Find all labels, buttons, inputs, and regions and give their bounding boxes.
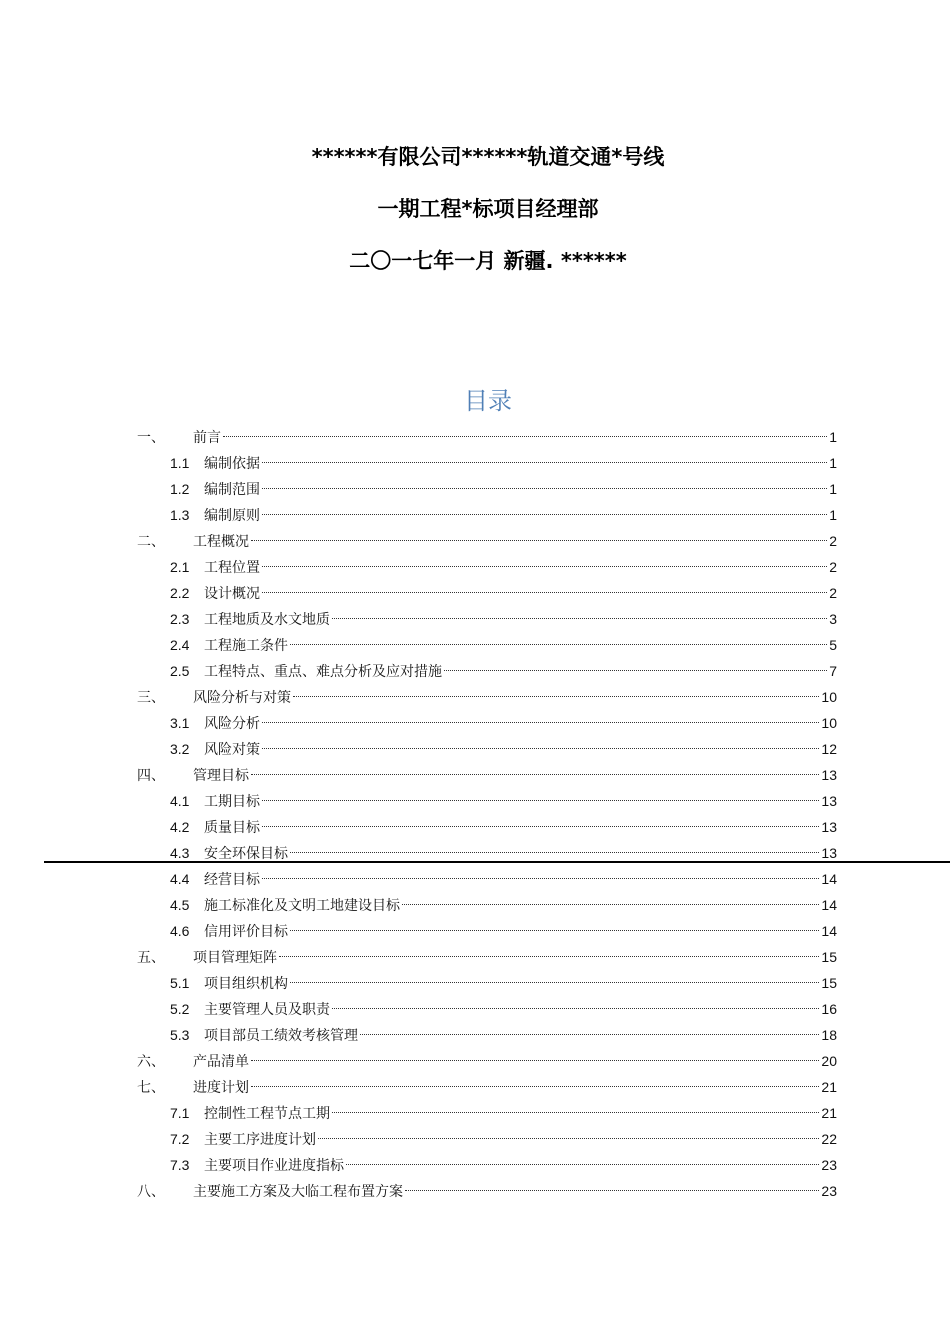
toc-entry-number: 4.6 (170, 923, 190, 939)
toc-entry-number: 2.5 (170, 663, 190, 679)
toc-entry-page: 15 (821, 949, 837, 965)
toc-entry[interactable] (137, 970, 837, 996)
toc-entry-label: 信用评价目标 (204, 924, 288, 940)
toc-entry[interactable] (137, 1022, 837, 1048)
toc-entry-label: 质量目标 (204, 820, 260, 836)
toc-entry-page: 1 (829, 455, 837, 471)
toc-dot-leader (251, 1086, 819, 1087)
toc-entry[interactable] (137, 892, 837, 918)
toc-entry-label: 产品清单 (193, 1054, 249, 1070)
toc-entry-number: 2.4 (170, 637, 190, 653)
toc-entry-label: 进度计划 (193, 1080, 249, 1096)
toc-entry-label: 风险对策 (204, 742, 260, 758)
toc-dot-leader (290, 930, 819, 931)
toc-entry-number: 4.3 (170, 845, 190, 861)
toc-entry-number: 4.1 (170, 793, 190, 809)
toc-entry[interactable] (137, 502, 837, 528)
toc-dot-leader (332, 618, 827, 619)
toc-dot-leader (251, 540, 827, 541)
toc-entry-number: 4.2 (170, 819, 190, 835)
toc-entry-number: 3.1 (170, 715, 190, 731)
toc-entry-label: 项目部员工绩效考核管理 (204, 1028, 358, 1044)
toc-dot-leader (405, 1190, 819, 1191)
toc-entry-label: 工程地质及水文地质 (204, 612, 330, 628)
toc-entry-number: 三、 (137, 690, 165, 706)
toc-entry-page: 21 (821, 1105, 837, 1121)
toc-entry-page: 13 (821, 845, 837, 861)
toc-entry[interactable] (137, 866, 837, 892)
toc-entry[interactable] (137, 1048, 837, 1074)
toc-dot-leader (346, 1164, 819, 1165)
toc-entry[interactable] (137, 684, 837, 710)
toc-dot-leader (332, 1112, 819, 1113)
toc-entry-page: 2 (829, 559, 837, 575)
toc-entry-label: 控制性工程节点工期 (204, 1106, 330, 1122)
toc-entry[interactable] (137, 658, 837, 684)
toc-entry[interactable] (137, 918, 837, 944)
toc-entry-label: 工程特点、重点、难点分析及应对措施 (204, 664, 442, 680)
toc-entry-number: 7.3 (170, 1157, 190, 1173)
toc-entry-label: 工程概况 (193, 534, 249, 550)
toc-entry-label: 设计概况 (204, 586, 260, 602)
toc-dot-leader (251, 1060, 819, 1061)
toc-heading: 目录 (464, 387, 512, 415)
toc-entry-label: 工程施工条件 (204, 638, 288, 654)
toc-entry-page: 23 (821, 1157, 837, 1173)
toc-entry-number: 五、 (137, 950, 165, 966)
toc-entry-page: 1 (829, 429, 837, 445)
toc-entry-number: 7.2 (170, 1131, 190, 1147)
toc-entry-page: 7 (829, 663, 837, 679)
toc-entry-page: 14 (821, 923, 837, 939)
toc-dot-leader (262, 488, 827, 489)
toc-entry-page: 15 (821, 975, 837, 991)
toc-entry-page: 2 (829, 533, 837, 549)
toc-entry-label: 主要项目作业进度指标 (204, 1158, 344, 1174)
toc-entry[interactable] (137, 580, 837, 606)
toc-entry-number: 一、 (137, 430, 165, 446)
toc-dot-leader (262, 566, 827, 567)
toc-entry[interactable] (137, 528, 837, 554)
toc-entry-page: 22 (821, 1131, 837, 1147)
toc-entry-page: 2 (829, 585, 837, 601)
toc-dot-leader (444, 670, 827, 671)
toc-entry-label: 主要工序进度计划 (204, 1132, 316, 1148)
toc-dot-leader (262, 462, 827, 463)
toc-entry-label: 经营目标 (204, 872, 260, 888)
toc-entry-label: 施工标准化及文明工地建设目标 (204, 898, 400, 914)
toc-entry-page: 13 (821, 767, 837, 783)
toc-entry[interactable] (137, 424, 837, 450)
cover-title-line-2: 一期工程*标项目经理部 (377, 197, 599, 221)
toc-entry-number: 2.3 (170, 611, 190, 627)
toc-entry-number: 七、 (137, 1080, 165, 1096)
toc-entry-label: 风险分析与对策 (193, 690, 291, 706)
toc-entry-label: 编制依据 (204, 456, 260, 472)
toc-entry-number: 4.5 (170, 897, 190, 913)
toc-entry-page: 13 (821, 819, 837, 835)
toc-entry[interactable] (137, 944, 837, 970)
toc-dot-leader (262, 800, 819, 801)
toc-entry-number: 5.2 (170, 1001, 190, 1017)
toc-dot-leader (262, 722, 819, 723)
toc-entry-page: 5 (829, 637, 837, 653)
toc-entry-number: 4.4 (170, 871, 190, 887)
toc-entry-number: 四、 (137, 768, 165, 784)
toc-dot-leader (402, 904, 819, 905)
toc-entry[interactable] (137, 1178, 837, 1204)
table-of-contents (137, 424, 837, 1204)
toc-entry-number: 7.1 (170, 1105, 190, 1121)
toc-entry-number: 1.3 (170, 507, 190, 523)
toc-entry[interactable] (137, 450, 837, 476)
toc-dot-leader (290, 982, 819, 983)
toc-entry[interactable] (137, 606, 837, 632)
toc-entry[interactable] (137, 554, 837, 580)
toc-dot-leader (290, 644, 827, 645)
toc-entry-label: 编制范围 (204, 482, 260, 498)
toc-entry-label: 主要管理人员及职责 (204, 1002, 330, 1018)
toc-entry[interactable] (137, 1100, 837, 1126)
toc-dot-leader (262, 514, 827, 515)
toc-entry-number: 1.2 (170, 481, 190, 497)
toc-dot-leader (360, 1034, 819, 1035)
toc-entry-label: 前言 (193, 430, 221, 446)
toc-entry-label: 安全环保目标 (204, 846, 288, 862)
toc-entry[interactable] (137, 996, 837, 1022)
toc-dot-leader (262, 748, 819, 749)
toc-dot-leader (262, 592, 827, 593)
toc-entry-page: 1 (829, 481, 837, 497)
toc-entry-label: 项目管理矩阵 (193, 950, 277, 966)
toc-entry-label: 风险分析 (204, 716, 260, 732)
toc-entry[interactable] (137, 736, 837, 762)
toc-entry-page: 23 (821, 1183, 837, 1199)
toc-entry[interactable] (137, 710, 837, 736)
toc-entry[interactable] (137, 1126, 837, 1152)
toc-entry-page: 3 (829, 611, 837, 627)
toc-entry-page: 1 (829, 507, 837, 523)
toc-entry-number: 二、 (137, 534, 165, 550)
toc-dot-leader (262, 826, 819, 827)
toc-entry-number: 5.1 (170, 975, 190, 991)
toc-entry[interactable] (137, 632, 837, 658)
toc-entry-label: 主要施工方案及大临工程布置方案 (193, 1184, 403, 1200)
toc-entry-number: 八、 (137, 1184, 165, 1200)
toc-entry-label: 编制原则 (204, 508, 260, 524)
toc-dot-leader (251, 774, 819, 775)
toc-entry-number: 1.1 (170, 455, 190, 471)
toc-dot-leader (223, 436, 827, 437)
toc-entry-page: 10 (821, 689, 837, 705)
toc-entry-page: 20 (821, 1053, 837, 1069)
toc-entry-page: 14 (821, 871, 837, 887)
toc-dot-leader (318, 1138, 819, 1139)
toc-entry-page: 21 (821, 1079, 837, 1095)
toc-entry[interactable] (137, 1074, 837, 1100)
toc-entry-page: 12 (821, 741, 837, 757)
toc-entry[interactable] (137, 1152, 837, 1178)
toc-entry-number: 3.2 (170, 741, 190, 757)
toc-entry-label: 工期目标 (204, 794, 260, 810)
toc-entry-number: 5.3 (170, 1027, 190, 1043)
toc-dot-leader (332, 1008, 819, 1009)
toc-entry[interactable] (137, 762, 837, 788)
toc-entry-number: 六、 (137, 1054, 165, 1070)
toc-entry-page: 18 (821, 1027, 837, 1043)
toc-entry-label: 管理目标 (193, 768, 249, 784)
cover-date-line: 二〇一七年一月 新疆. ****** (349, 249, 627, 273)
toc-entry[interactable] (137, 814, 837, 840)
toc-entry-page: 16 (821, 1001, 837, 1017)
toc-entry-label: 工程位置 (204, 560, 260, 576)
toc-entry-label: 项目组织机构 (204, 976, 288, 992)
page-divider (44, 861, 950, 863)
toc-dot-leader (290, 852, 819, 853)
toc-entry-page: 10 (821, 715, 837, 731)
toc-entry-number: 2.2 (170, 585, 190, 601)
toc-entry[interactable] (137, 476, 837, 502)
toc-entry-page: 13 (821, 793, 837, 809)
toc-dot-leader (279, 956, 819, 957)
toc-dot-leader (293, 696, 819, 697)
toc-entry[interactable] (137, 788, 837, 814)
toc-entry-page: 14 (821, 897, 837, 913)
cover-title-line-1: ******有限公司******轨道交通*号线 (311, 145, 665, 169)
toc-entry-number: 2.1 (170, 559, 190, 575)
toc-dot-leader (262, 878, 819, 879)
